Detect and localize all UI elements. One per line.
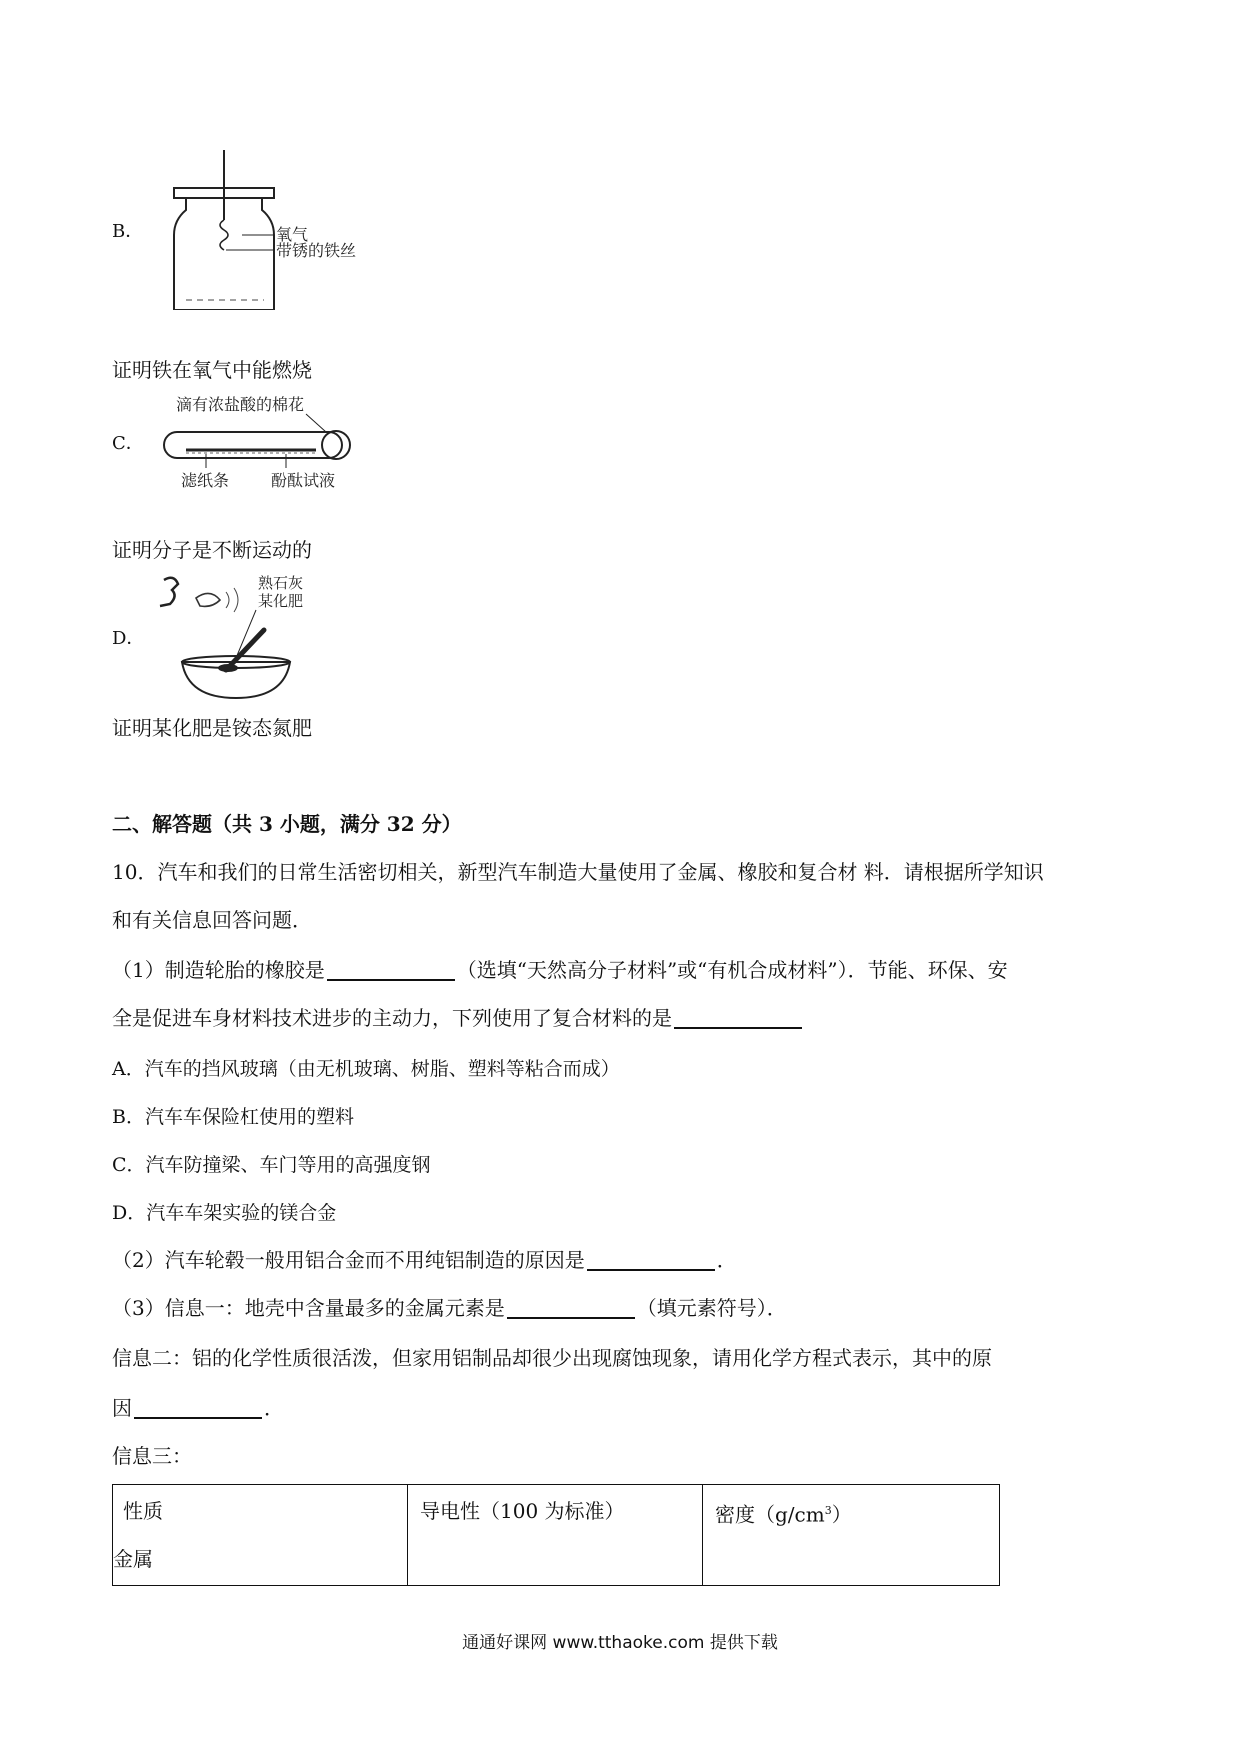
choice-a: A．汽车的挡风玻璃（由无机玻璃、树脂、塑料等粘合而成）: [112, 1058, 620, 1080]
answer-blank-alloy-reason[interactable]: [587, 1249, 715, 1271]
header-density: [703, 1485, 999, 1541]
option-c: [112, 392, 366, 492]
q10-part3: [112, 1294, 787, 1322]
section-title: 二、解答题（共 3 小题，满分 32 分）: [112, 812, 462, 836]
choice-b: B．汽车车保险杠使用的塑料: [112, 1106, 354, 1128]
option-b-caption: 证明铁在氧气中能燃烧: [112, 358, 312, 382]
table-header-cell: [703, 1485, 1000, 1586]
header-property: 性质: [123, 1499, 163, 1523]
mortar-figure: [146, 570, 366, 704]
part1-text-a: （1）制造轮胎的橡胶是: [112, 958, 325, 982]
choice-c: C．汽车防撞梁、车门等用的高强度钢: [112, 1154, 431, 1176]
q10-part2: [112, 1246, 737, 1274]
test-tube-figure: [146, 392, 366, 492]
figure-label: 某化肥: [258, 592, 304, 610]
q10-line2: 和有关信息回答问题．: [112, 908, 312, 932]
choice-d: D．汽车车架实验的镁合金: [112, 1202, 337, 1224]
info2-text-b: 因: [112, 1396, 132, 1420]
info3-label: 信息三：: [112, 1444, 192, 1468]
figure-label: 滤纸条: [181, 471, 230, 490]
part3-text-a: （3）信息一：地壳中含量最多的金属元素是: [112, 1296, 505, 1320]
figure-label: 熟石灰: [258, 574, 304, 592]
answer-blank-equation[interactable]: [134, 1397, 262, 1419]
part1-text-c: 全是促进车身材料技术进步的主动力，下列使用了复合材料的是: [112, 1006, 672, 1030]
option-letter: C．: [112, 433, 144, 454]
q10-part1: [112, 956, 1008, 984]
table-row: [113, 1485, 1000, 1586]
answer-blank-rubber[interactable]: [327, 959, 455, 981]
info2-line2: [112, 1394, 284, 1422]
figure-label: 酚酞试液: [271, 471, 336, 490]
table-header-cell: [113, 1485, 408, 1586]
option-letter: D．: [112, 628, 145, 649]
answer-blank-element[interactable]: [507, 1297, 635, 1319]
footer-watermark: 通通好课网 www.tthaoke.com 提供下载: [462, 1633, 778, 1653]
table-header-cell: [408, 1485, 703, 1586]
figure-label: 氧气: [276, 225, 309, 244]
part2-text-b: ．: [716, 1248, 737, 1272]
figure-label: 滴有浓盐酸的棉花: [176, 395, 305, 414]
q10-part1-cont: [112, 1004, 804, 1032]
part2-text-a: （2）汽车轮毂一般用铝合金而不用纯铝制造的原因是: [112, 1248, 585, 1272]
part3-text-b: （填元素符号）．: [636, 1296, 787, 1320]
info2-text-c: ．: [264, 1396, 284, 1420]
option-c-caption: 证明分子是不断运动的: [112, 538, 312, 562]
header-conductivity: 导电性（100 为标准）: [420, 1499, 625, 1523]
density-text: 密度（g/cm: [715, 1502, 825, 1527]
header-metal: 金属: [113, 1547, 153, 1571]
part1-text-b: （选填“天然高分子材料”或“有机合成材料”）．节能、环保、安: [456, 958, 1008, 982]
q10-line1: 10．汽车和我们的日常生活密切相关，新型汽车制造大量使用了金属、橡胶和复合材 料．请根据所学知识: [112, 860, 1044, 884]
info2-line1: 信息二：铝的化学性质很活泼，但家用铝制品却很少出现腐蚀现象，请用化学方程式表示，其中的原: [112, 1346, 992, 1370]
density-exponent: 3: [824, 1504, 832, 1517]
option-b: [112, 150, 366, 310]
answer-blank-composite[interactable]: [674, 1007, 802, 1029]
oxygen-bottle-figure: [146, 150, 366, 310]
option-letter: B．: [112, 221, 144, 242]
figure-label: 带锈的铁丝: [276, 241, 357, 260]
metal-properties-table: [112, 1484, 1000, 1586]
option-d-caption: 证明某化肥是铵态氮肥: [112, 716, 312, 740]
option-d: [112, 570, 366, 704]
density-text-end: ）: [831, 1502, 852, 1527]
